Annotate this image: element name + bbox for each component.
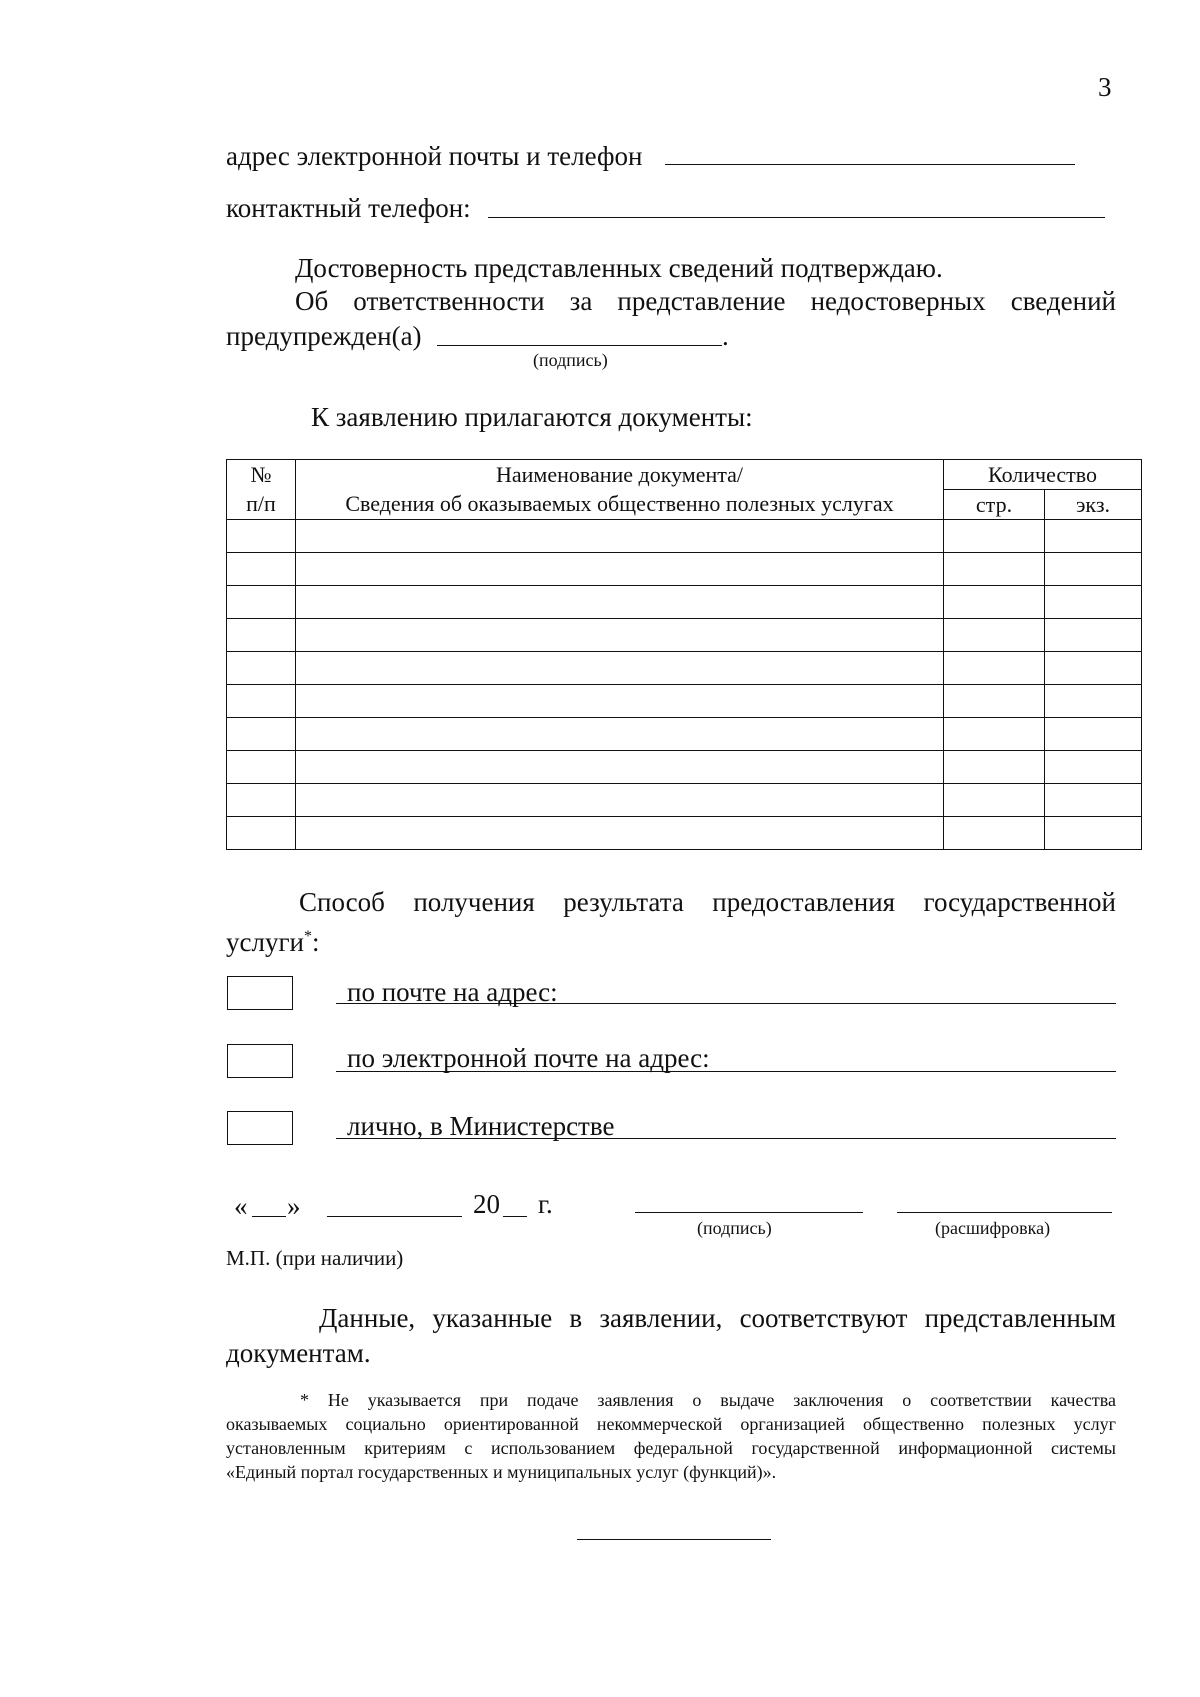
attachments-table xyxy=(226,459,1142,850)
cell-pages[interactable] xyxy=(944,520,1045,553)
option-email-label: по электронной почте на адрес: xyxy=(347,1043,710,1073)
cell-pages[interactable] xyxy=(944,718,1045,751)
contact-phone-field[interactable] xyxy=(488,217,1105,218)
confirm-line-3: предупрежден(а) xyxy=(226,321,422,351)
cell-name[interactable] xyxy=(296,718,944,751)
confirm-line-1: Достоверность представленных сведений подтверждаю. xyxy=(295,253,943,283)
cell-no[interactable] xyxy=(227,586,296,619)
signature-decode-caption: (расшифровка) xyxy=(935,1218,1051,1238)
page-number: 3 xyxy=(1098,72,1112,102)
footnote-line-2: оказываемых социально ориентированной некоммерческой организацией общественно полезных услуг xyxy=(226,1414,1116,1434)
confirm-line-3-end: . xyxy=(722,321,729,351)
cell-copies[interactable] xyxy=(1045,652,1142,685)
cell-copies[interactable] xyxy=(1045,553,1142,586)
cell-no[interactable] xyxy=(227,685,296,718)
cell-no[interactable] xyxy=(227,718,296,751)
cell-name[interactable] xyxy=(296,619,944,652)
cell-name[interactable] xyxy=(296,685,944,718)
end-divider xyxy=(577,1539,771,1540)
signature-caption: (подпись) xyxy=(533,350,608,370)
option-post-address-field[interactable] xyxy=(336,1003,1116,1004)
col-header-copies: экз. xyxy=(1045,490,1142,520)
signature-decode-field[interactable] xyxy=(897,1212,1112,1213)
col-header-no: № xyxy=(227,460,296,490)
signature-field[interactable] xyxy=(437,345,722,346)
option-post-checkbox[interactable] xyxy=(227,976,293,1010)
cell-copies[interactable] xyxy=(1045,751,1142,784)
table-row xyxy=(227,718,1142,751)
cell-copies[interactable] xyxy=(1045,718,1142,751)
option-email-address-field[interactable] xyxy=(336,1071,1116,1072)
cell-no[interactable] xyxy=(227,817,296,850)
col-header-pages: стр. xyxy=(944,490,1045,520)
date-month-field[interactable] xyxy=(327,1216,462,1217)
date-year-prefix: 20 xyxy=(473,1189,500,1219)
method-line-2-end: : xyxy=(311,927,320,957)
cell-pages[interactable] xyxy=(944,619,1045,652)
cell-copies[interactable] xyxy=(1045,586,1142,619)
cell-name[interactable] xyxy=(296,751,944,784)
cell-no[interactable] xyxy=(227,553,296,586)
email-phone-field[interactable] xyxy=(665,164,1075,165)
cell-name[interactable] xyxy=(296,553,944,586)
date-close-quote: » xyxy=(287,1191,301,1221)
cell-copies[interactable] xyxy=(1045,784,1142,817)
col-header-no-sub: п/п xyxy=(227,490,296,520)
option-email-checkbox[interactable] xyxy=(227,1044,293,1078)
cell-no[interactable] xyxy=(227,520,296,553)
cell-no[interactable] xyxy=(227,652,296,685)
col-header-qty: Количество xyxy=(944,460,1142,490)
cell-pages[interactable] xyxy=(944,652,1045,685)
table-row xyxy=(227,817,1142,850)
cell-pages[interactable] xyxy=(944,553,1045,586)
applicant-signature-caption: (подпись) xyxy=(697,1218,772,1238)
cell-pages[interactable] xyxy=(944,817,1045,850)
cell-name[interactable] xyxy=(296,817,944,850)
cell-pages[interactable] xyxy=(944,586,1045,619)
cell-pages[interactable] xyxy=(944,784,1045,817)
contact-phone-label: контактный телефон: xyxy=(226,193,471,223)
final-line-2: документам. xyxy=(226,1338,371,1368)
cell-pages[interactable] xyxy=(944,685,1045,718)
footnote-line-1: * Не указывается при подаче заявления о выдаче заключения о соответствии качества xyxy=(300,1390,1116,1410)
method-line-2-text: услуги xyxy=(226,927,304,957)
table-row xyxy=(227,586,1142,619)
date-day-field[interactable] xyxy=(252,1216,286,1217)
applicant-signature-field[interactable] xyxy=(635,1212,863,1213)
table-row xyxy=(227,784,1142,817)
date-open-quote: « xyxy=(234,1191,248,1221)
date-year-suffix: г. xyxy=(538,1189,553,1219)
cell-no[interactable] xyxy=(227,784,296,817)
table-row xyxy=(227,652,1142,685)
option-personal-label: лично, в Министерстве xyxy=(347,1111,615,1141)
table-row xyxy=(227,751,1142,784)
method-line-1: Способ получения результата предоставления государственной xyxy=(299,887,1116,917)
cell-copies[interactable] xyxy=(1045,619,1142,652)
cell-no[interactable] xyxy=(227,619,296,652)
email-phone-label: адрес электронной почты и телефон xyxy=(226,141,643,171)
cell-copies[interactable] xyxy=(1045,520,1142,553)
table-row xyxy=(227,553,1142,586)
attachments-heading: К заявлению прилагаются документы: xyxy=(311,402,753,432)
final-line-1: Данные, указанные в заявлении, соответствуют представленным xyxy=(319,1303,1116,1333)
footnote-line-3: установленным критериям с использованием федеральной государственной информационной системы xyxy=(226,1438,1116,1458)
date-year-field[interactable] xyxy=(503,1216,527,1217)
cell-copies[interactable] xyxy=(1045,817,1142,850)
table-row xyxy=(227,619,1142,652)
col-header-name-sub: Сведения об оказываемых общественно полезных услугах xyxy=(296,490,944,520)
table-row xyxy=(227,685,1142,718)
col-header-name: Наименование документа/ xyxy=(296,460,944,490)
option-personal-checkbox[interactable] xyxy=(227,1111,293,1145)
footnote-mark: * xyxy=(303,928,312,945)
cell-name[interactable] xyxy=(296,652,944,685)
method-line-2 xyxy=(226,921,320,958)
cell-no[interactable] xyxy=(227,751,296,784)
footnote-line-4: «Единый портал государственных и муниципальных услуг (функций)». xyxy=(226,1462,777,1482)
option-post-label: по почте на адрес: xyxy=(347,977,558,1007)
cell-name[interactable] xyxy=(296,520,944,553)
option-personal-field[interactable] xyxy=(336,1138,1116,1139)
table-row xyxy=(227,520,1142,553)
cell-pages[interactable] xyxy=(944,751,1045,784)
cell-name[interactable] xyxy=(296,586,944,619)
stamp-label: М.П. (при наличии) xyxy=(226,1246,404,1270)
cell-copies[interactable] xyxy=(1045,685,1142,718)
confirm-line-2: Об ответственности за представление недостоверных сведений xyxy=(295,286,1116,316)
cell-name[interactable] xyxy=(296,784,944,817)
